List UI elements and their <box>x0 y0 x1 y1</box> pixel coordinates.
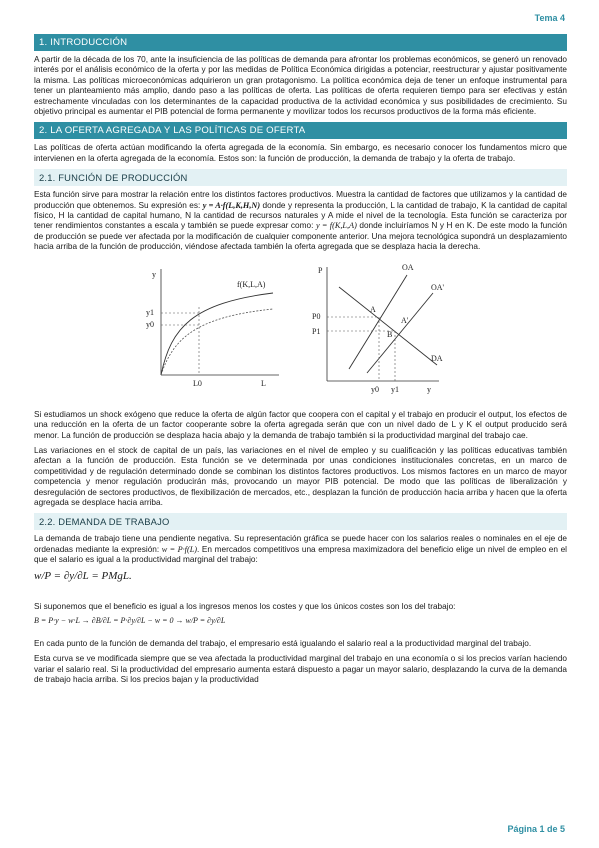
page-number: Página 1 de 5 <box>507 824 565 834</box>
formula: w = P·f(L) <box>161 544 198 554</box>
paragraph: Si estudiamos un shock exógeno que reduce la oferta de algún factor que coopera con el capital y el trabajo en producir el output, los efectos de una reducción en la oferta de un factor cooperante sobre la oferta agregada serán que con un nivel dado de L y K el output producido será menor. La función de producción se desplaza hacia abajo y la demanda de trabajo también si la productividad marginal del trabajo cae. <box>34 409 567 440</box>
text-span: La demanda de trabajo tiene una pendiente negativa. Su representación gráfica se puede hacer con los salarios reales o nominales en el eje de ordenadas mediante la expresión: <box>34 534 567 554</box>
label-da: DA <box>430 353 443 363</box>
text-span: Esta función sirve para mostrar la relación entre los distintos factores productivos. Muestra la cantidad de factores que utilizamos y la cantidad de producción que obtenemos. Su expresión es: <box>34 190 567 210</box>
label-b: B <box>386 329 392 339</box>
section-heading-oferta-agregada: 2. LA OFERTA AGREGADA Y LAS POLÍTICAS DE OFERTA <box>34 122 567 139</box>
text-span: donde incluiríamos N y H en K. De este modo la función de producción se puede ver afectada por la modificación de cualquier componente anterior. Una mejora tecnológica supondrá un desplazamiento hacia arriba de la función de producción, viéndose afectada también la oferta agregada que se desplaza hacia la derecha. <box>34 221 567 252</box>
label-y1: y1 <box>390 384 399 394</box>
paragraph: Las políticas de oferta actúan modificando la oferta agregada de la economía. Sin embargo, es necesario conocer los fundamentos micro que intervienen en la oferta agregada de la economía. Estos son: la función de producción, la demanda de trabajo y la oferta de trabajo. <box>34 143 567 163</box>
text-span: . En mercados competitivos una empresa maximizadora del beneficio elige un nivel de empleo en el que el salario es igual a la productividad marginal del trabajo: <box>34 544 567 565</box>
curve-shifted <box>161 293 273 375</box>
label-curve: f(K,L,A) <box>236 279 265 289</box>
equation-beneficio: B = P·y − w·L → ∂B/∂L = P·∂y/∂L − w = 0 → w/P = ∂y/∂L <box>34 615 226 625</box>
subsection-heading-demanda-trabajo: 2.2. DEMANDA DE TRABAJO <box>34 513 567 530</box>
paragraph-with-formula <box>34 190 567 252</box>
label-p0: P0 <box>311 311 320 321</box>
figures <box>34 257 567 402</box>
oa-line <box>349 275 407 369</box>
da-line <box>339 287 437 365</box>
label-oa-prime: OA' <box>430 282 444 292</box>
equation-salario-real: w/P = ∂y/∂L = PMgL. <box>34 569 132 582</box>
paragraph: Si suponemos que el beneficio es igual a los ingresos menos los costes y que los únicos costes son los del trabajo: <box>34 601 456 611</box>
page-tag: Tema 4 <box>534 13 565 23</box>
aggregate-supply-figure <box>309 257 459 399</box>
text-span: donde y representa la producción, L la cantidad de trabajo, K la cantidad de capital físico, H la cantidad de capital humano, N la cantidad de recursos naturales y A mide el nivel de la tecnología. Esta función se caracteriza por tener rendimientos constantes a escala y también se puede expresar como: <box>34 200 567 231</box>
label-a-prime: A' <box>400 315 408 325</box>
label-y0: y0 <box>370 384 379 394</box>
paragraph-with-formula <box>34 534 567 565</box>
oa-prime-line <box>367 293 433 373</box>
paragraph: En cada punto de la función de demanda del trabajo, el empresario está igualando el salario real a la productividad marginal del trabajo. <box>34 638 532 648</box>
label-y-axis: y <box>151 269 156 279</box>
formula: y = f(K,L,A) <box>315 221 357 231</box>
paragraph: Las variaciones en el stock de capital de un país, las variaciones en el nivel de empleo y su cualificación y las políticas educativas también afectan a la función de producción. Esta función se ve determinada por unas condiciones institucionales concretas, en un marco de competitividad y de regulación determinado donde se combinan los distintos factores productivos. Los mismos factores en un marco de mayor competencia y menor regulación producirán más, provocando un mayor PIB potencial. De modo que las políticas de liberalización y desregulación de sectores productivos, de flexibilización de mercados, etc., desplazan la función de producción hacia arriba y hacen que la oferta agregada se desplace hacia arriba. <box>34 445 567 507</box>
label-l0: L0 <box>192 378 202 388</box>
label-y1: y1 <box>145 307 154 317</box>
document-body <box>34 34 567 691</box>
production-function-figure <box>143 257 283 397</box>
label-y0: y0 <box>145 319 154 329</box>
label-oa: OA <box>401 262 414 272</box>
label-p-axis: P <box>317 265 322 275</box>
label-p1: P1 <box>311 326 320 336</box>
label-a: A <box>369 304 376 314</box>
subsection-heading-funcion-produccion: 2.1. FUNCIÓN DE PRODUCCIÓN <box>34 169 567 186</box>
paragraph: A partir de la década de los 70, ante la insuficiencia de las políticas de demanda para afrontar los problemas económicos, se generó un renovado interés por el análisis económico de la oferta y por las medidas de Política Económica dirigidas a potenciar, reestructurar y ajustar positivamente la misma. Las políticas microeconómicas adquirieron un gran protagonismo. La política económica deja de tener un enfoque instrumental para tener un planteamiento más amplio, dando paso a las políticas de oferta. Las políticas de oferta requieren tiempo para ser efectivas y están estrechamente vinculadas con los determinantes de la capacidad productiva de la actividad económica y sus posibilidades de crecimiento. Su objetivo principal es aumentar el PIB potencial de forma permanente y movilizar todos los recursos productivos de la forma más eficiente. <box>34 55 567 117</box>
label-y-axis: y <box>426 384 431 394</box>
paragraph: Esta curva se ve modificada siempre que se vea afectada la productividad marginal del trabajo en una economía o si los precios varían haciendo variar el salario real. Si la productividad del empresario aumenta estará dispuesto a pagar un mayor salario, desplazando la curva de la demanda de trabajo hacia arriba. Si los precios bajan y la productividad <box>34 654 567 685</box>
curve-original <box>161 309 273 375</box>
label-x-axis: L <box>260 378 266 388</box>
formula: y = A·f(L,K,H,N) <box>202 200 261 210</box>
section-heading-introduccion: 1. INTRODUCCIÓN <box>34 34 567 51</box>
